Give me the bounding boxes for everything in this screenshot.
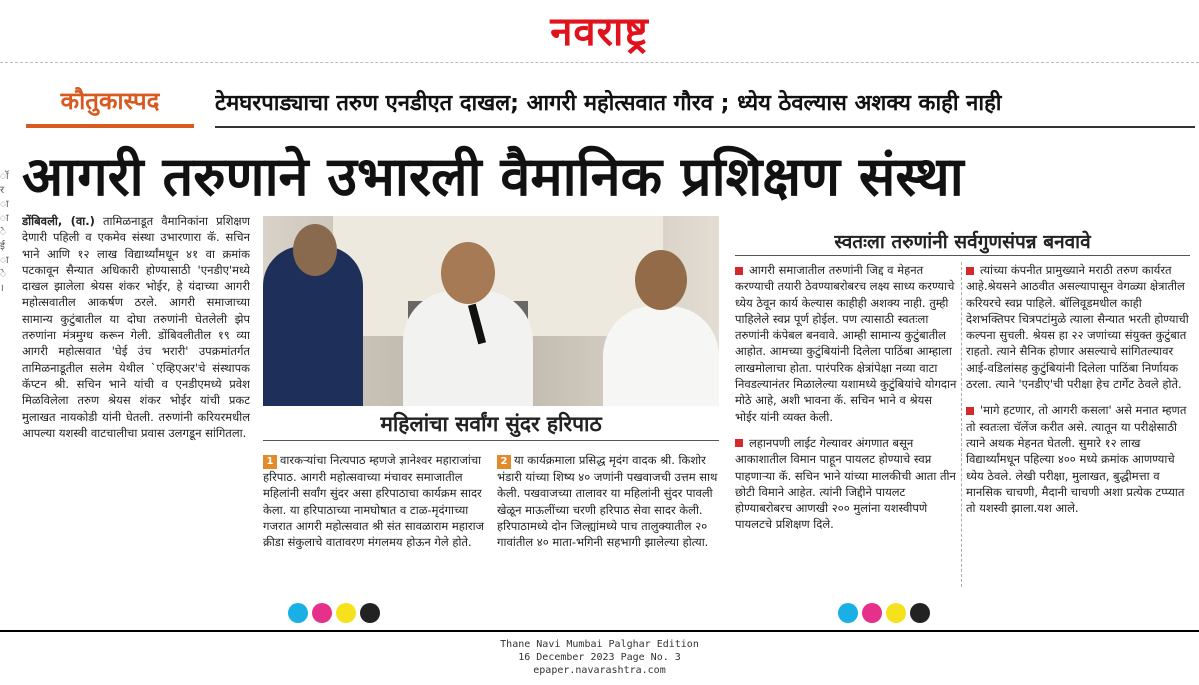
epaper-link[interactable]: epaper.navarashtra.com [533,665,666,676]
main-headline: आगरी तरुणाने उभारली वैमानिक प्रशिक्षण संस्था [22,145,964,208]
yellow-dot [886,603,906,623]
youth-column-2 [966,262,1192,592]
registration-marks-left [288,603,380,625]
section-underline [26,124,194,128]
cyan-dot [838,603,858,623]
bullet-icon [966,267,974,275]
haripath-column-1 [263,452,488,592]
article-column-1 [22,213,250,598]
guest-figure [603,306,719,406]
bullet-icon [966,407,974,415]
column-divider [961,262,962,587]
kicker-headline: टेमघरपाड्याचा तरुण एनडीएत दाखल; आगरी महोत्सवात गौरव ; ध्येय ठेवल्यास अशक्य काही नाही [215,91,1002,116]
article-body-intro: तामिळनाडूत वैमानिकांना प्रशिक्षण देणारी पहिली व एकमेव संस्था उभारणारा कॅ. सचिन भाने आणि १२ लाख विद्यार्थ्यांमधून ४१ वा क्रमांक पटकावून सैन्यात अधिकारी होण्यासाठी 'एनडीए'मध्ये दाखल झालेला श्रेयस शंकर भोईर, हे यंदाच्या आगरी महोत्सवातील आकर्षण ठरले. आगरी समाजाच्या सामान्य कुटुंबातील या दोघा तरुणांनी घेतलेली झेप तरुणांना मंत्रमुग्ध करून गेली. डोंबिवलीतील १९ व्या आगरी महोत्सवात 'घेई उंच भरारी' उपक्रमांतर्गत तामिळनाडूतील सलेम येथील `एव्हिएअर'चे संस्थापक कॅप्टन श्री. सचिन भाने यांची व एनडीएमध्ये प्रवेश मिळविलेला तरुण श्रेयस शंकर भोईर यांची प्रकट मुलाखत नायकोडी यांनी घेतली. तरुणांनी करियरमधील आपल्या यशस्वी वाटचालीचा प्रवास उलगडून सांगितला. [22,214,250,440]
section-label: कौतुकास्पद [60,87,160,115]
event-photo [263,216,719,406]
subheading-haripath: महिलांचा सर्वांग सुंदर हरिपाठ [380,412,602,436]
masthead [0,0,1199,58]
bullet-icon [735,267,743,275]
haripath-column-2 [497,452,719,592]
youth-paragraph-1: आगरी समाजातील तरुणांनी जिद्द व मेहनत करण्याची तयारी ठेवण्याबरोबरच लक्ष्य साध्य करण्याचे ध्येय ठेवून कार्य केल्यास काहीही अशक्य नाही. तुम्ही पाहिलेले स्वप्न पूर्ण होईल. पण त्यासाठी स्वतःला तरुणांनी कंपेबल बनवावे. आम्ही सामान्य कुटुंबातील आहोत. आमच्या कुटुंबियांनी दिलेला पाठिंबा आम्हाला लाखमोलाचा होता. पारंपरिक क्षेत्रांपेक्षा नव्या वाटा निवडल्यानंतर मिळालेल्या यशामध्ये कुटुंबियांचे योगदान मोठे आहे, अशी भावना कॅ. सचिन भाने व श्रेयस भोईर यांनी व्यक्त केली. [735,263,957,424]
speaker-head [441,242,495,304]
top-rule [0,62,1199,63]
kicker-rule [215,126,1195,128]
haripath-text-1: वारकऱ्यांचा नित्यपाठ म्हणजे ज्ञानेश्वर महाराजांचा हरिपाठ. आगरी महोत्सवाच्या मंचावर समाजातील महिलांनी सर्वांग सुंदर असा हरिपाठाचा कार्यक्रम सादर केला. या हरिपाठाच्या नामघोषात व टाळ-मृदंगाच्या गजरात आगरी महोत्सवात श्री संत सावळाराम महाराज क्रीडा संकुलाचे वातावरण मंगलमय होऊन गेले होते. [263,453,485,550]
adjacent-article-edge: ॉ र ा ा े ई ा े । [0,171,9,294]
black-dot [360,603,380,623]
magenta-dot [862,603,882,623]
registration-marks-right [838,603,930,625]
newspaper-logo: नवराष्ट्र [550,8,649,55]
dateline: डोंबिवली, (वा.) [22,214,95,228]
youth-paragraph-3: त्यांच्या कंपनीत प्रामुख्याने मराठी तरुण कार्यरत आहे.श्रेयसने आठवीत असल्यापासून वेगळ्या क्षेत्रातील करियरचे स्वप्न पाहिले. बॉलिवूडमधील काही देशभक्तिपर चित्रपटांमुळे त्याला सैन्यात भरती होण्याची कल्पना सुचली. श्रेयस हा २२ जणांच्या संयुक्त कुटुंबात राहतो. त्याने सैनिक होणार असल्याचे सांगितल्यावर आई-वडिलांसह कुटुंबियांनी दिलेला पाठिंबा निर्णायक ठरला. त्याने 'एनडीए'ची परीक्षा हेच टार्गेट ठेवले होते. [966,263,1189,392]
magenta-dot [312,603,332,623]
black-dot [910,603,930,623]
subheading-rule [263,440,719,441]
youth-column-1 [735,262,957,592]
interviewer-head [293,224,337,276]
number-badge-1: 1 [263,455,277,469]
haripath-text-2: या कार्यक्रमाला प्रसिद्ध मृदंग वादक श्री. किशोर भंडारी यांच्या शिष्य ४० जणांनी पखवाजची उत्तम साथ केली. पखवाजच्या तालावर या महिलांनी सुंदर पावली खेळून माऊलींच्या चरणी हरिपाठ सेवा सादर केली. हरिपाठामध्ये दोन जिल्ह्यांमध्ये पाच तालुक्यातील २० गावांतील ४० माता-भगिनी सहभागी झालेल्या होत्या. [497,453,718,550]
yellow-dot [336,603,356,623]
number-badge-2: 2 [497,455,511,469]
guest-head [635,250,687,310]
subheading-youth: स्वतःला तरुणांनी सर्वगुणसंपन्न बनवावे [834,231,1091,253]
youth-paragraph-4: 'मागे हटणार, तो आगरी कसला' असे मनात म्हणत तो स्वतःला चॅलेंज करीत असे. त्यातून या परीक्षेसाठी त्याने अथक मेहनत घेतली. सुमारे १२ लाख विद्यार्थ्यांमधून पहिल्या ४०० मध्ये क्रमांक आणण्याचे ध्येय ठेवले. लेखी परीक्षा, मुलाखत, बुद्धीमत्ता व मानसिक चाचणी, मैदानी चाचणी अशा प्रत्येक टप्प्यात तो यशस्वी झाला.यश आले. [966,403,1187,516]
footer-rule [0,630,1199,632]
cyan-dot [288,603,308,623]
bullet-icon [735,439,743,447]
footer [0,638,1199,677]
subheading-youth-rule [735,255,1190,256]
edition-name: Thane Navi Mumbai Palghar Edition [500,639,699,650]
youth-paragraph-2: लहानपणी लाईट गेल्यावर अंगणात बसून आकाशातील विमान पाहून पायलट होण्याचे स्वप्न पाहणाऱ्या कॅ. सचिन भाने यांच्या मालकीची आता तीन छोटी विमाने आहेत. त्यांनी जिद्दीने पायलट होण्याबरोबरच आणखी २०० मुलांना यशस्वीपणे पायलटचे प्रशिक्षण दिले. [735,435,956,532]
edition-date-page: 16 December 2023 Page No. 3 [518,652,681,663]
